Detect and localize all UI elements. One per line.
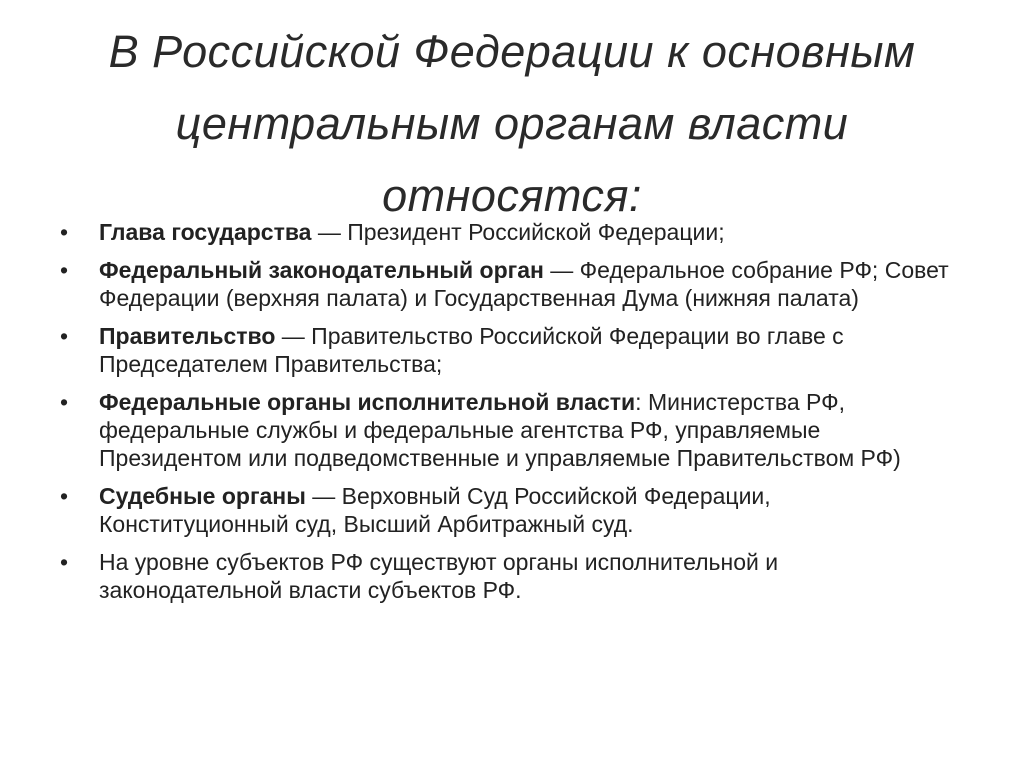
bullet-text: — Верховный Суд Российской Федерации, Конституционный суд, Высший Арбитражный суд.	[99, 483, 771, 537]
bullet-bold-term: Глава государства	[99, 219, 312, 245]
bullet-item-legislature	[60, 256, 960, 312]
bullet-text: — Федеральное собрание РФ; Совет Федерации (верхняя палата) и Государственная Дума (нижняя палата)	[99, 257, 949, 311]
bullet-list	[60, 218, 960, 614]
bullet-item-regional	[60, 548, 960, 604]
bullet-item-government	[60, 322, 960, 378]
bullet-bold-term: Федеральный законодательный орган	[99, 257, 544, 283]
bullet-bold-term: Судебные органы	[99, 483, 306, 509]
bullet-bold-term: Федеральные органы исполнительной власти	[99, 389, 636, 415]
bullet-bold-term: Правительство	[99, 323, 276, 349]
bullet-dot-icon: •	[60, 549, 69, 575]
bullet-dot-icon: •	[60, 323, 69, 349]
title-line-3: относятся:	[382, 170, 642, 221]
title-line-1: В Российской Федерации к основным	[108, 26, 916, 77]
bullet-text: : Министерства РФ, федеральные службы и федеральные агентства РФ, управляемые Президентом или подведомственные и управляемые Правительством РФ)	[99, 389, 901, 471]
slide-title	[40, 16, 984, 232]
bullet-dot-icon: •	[60, 389, 69, 415]
bullet-dot-icon: •	[60, 483, 69, 509]
title-line-2: центральным органам власти	[175, 98, 849, 149]
bullet-text: На уровне субъектов РФ существуют органы исполнительной и законодательной власти субъектов РФ.	[99, 549, 779, 603]
bullet-item-executive-bodies	[60, 388, 960, 472]
bullet-item-judiciary	[60, 482, 960, 538]
bullet-dot-icon: •	[60, 219, 69, 245]
bullet-dot-icon: •	[60, 257, 69, 283]
bullet-text: — Президент Российской Федерации;	[311, 219, 725, 245]
bullet-item-head-of-state	[60, 218, 960, 246]
bullet-text: — Правительство Российской Федерации во главе с Председателем Правительства;	[99, 323, 844, 377]
